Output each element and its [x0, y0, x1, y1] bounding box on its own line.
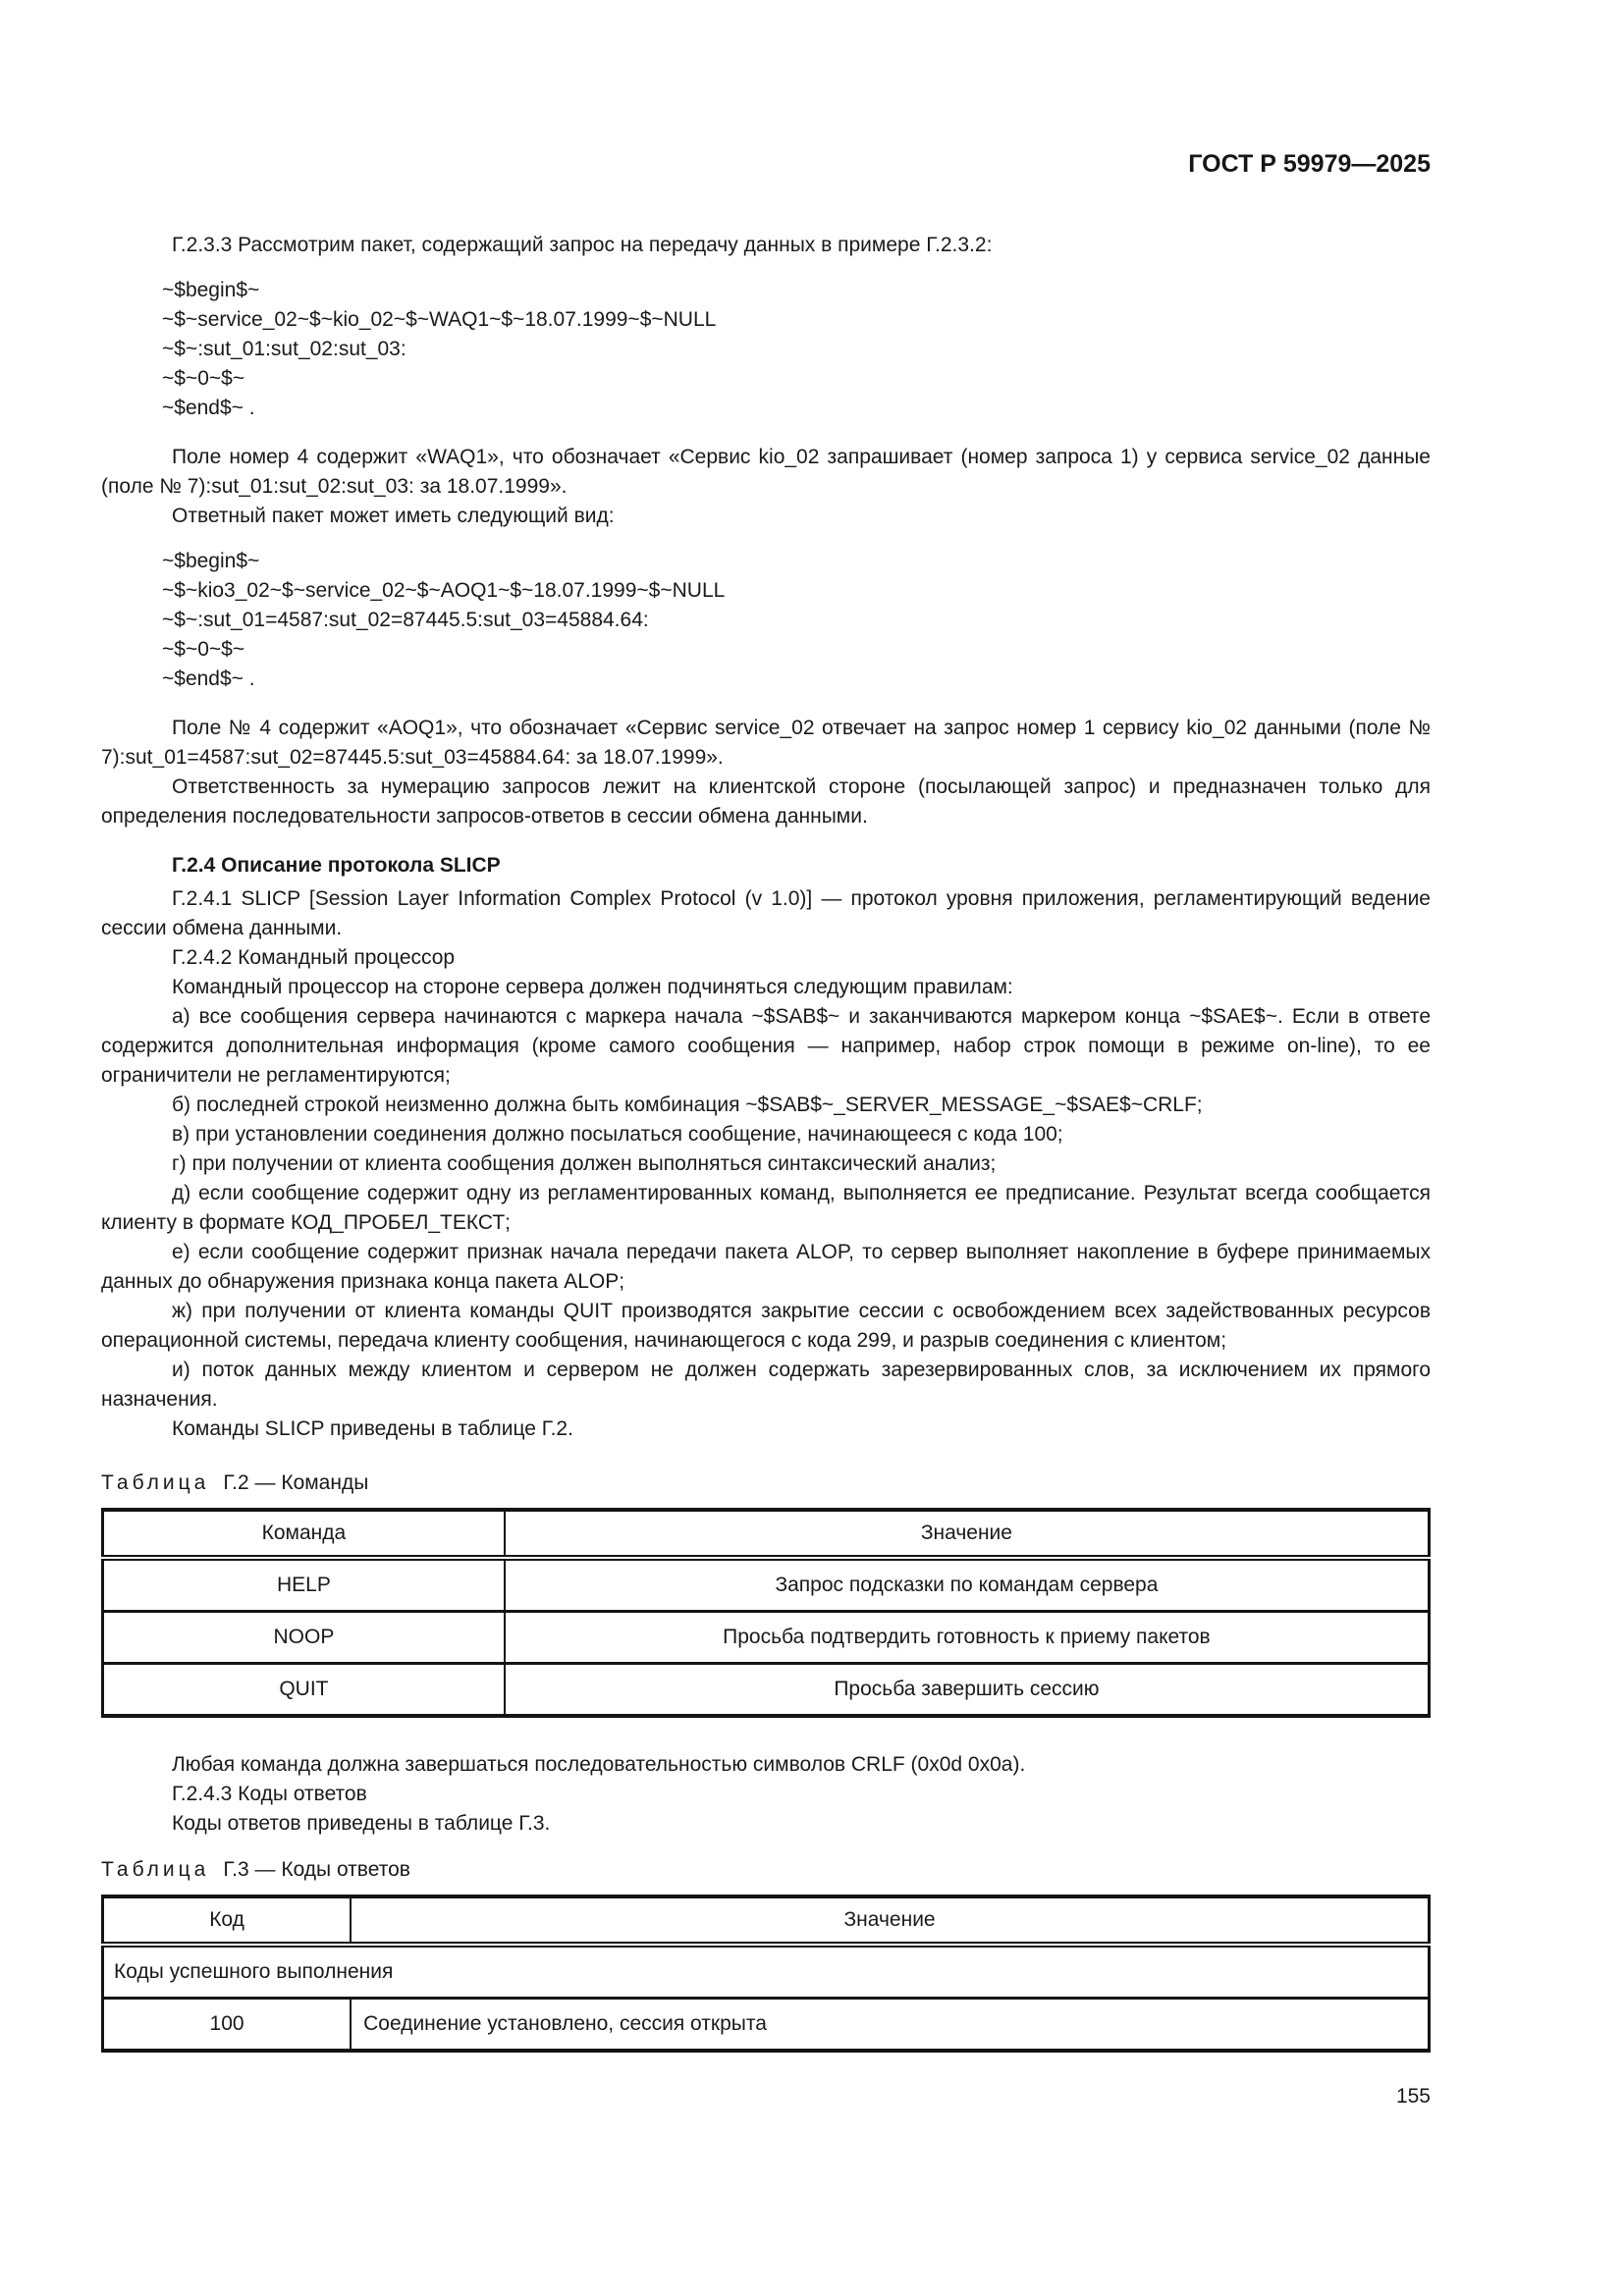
paragraph-commands-ref: Команды SLICP приведены в таблице Г.2.	[172, 1417, 573, 1440]
column-header-code: Код	[103, 1896, 352, 1945]
page-number: 155	[1395, 2085, 1431, 2108]
table-cell-meaning: Просьба подтвердить готовность к приему пакетов	[505, 1612, 1430, 1664]
doc-number: ГОСТ Р 59979—2025	[1188, 150, 1431, 178]
table-row	[103, 1558, 1430, 1612]
table-header-row	[103, 1510, 1430, 1558]
table-caption-text: Г.3 — Коды ответов	[223, 1858, 410, 1881]
table-header-row	[103, 1896, 1430, 1945]
paragraph-codes-ref: Коды ответов приведены в таблице Г.3.	[172, 1812, 551, 1835]
list-item-rule-e: е) если сообщение содержит признак начала передачи пакета ALOP, то сервер выполняет накопление в буфере принимаемых данных до обнаружения признака конца пакета ALOP;	[101, 1241, 1431, 1293]
table-row	[103, 1612, 1430, 1664]
table-cell-meaning: Просьба завершить сессию	[505, 1664, 1430, 1717]
table-g2-commands	[101, 1508, 1431, 1718]
table-cell-command: HELP	[103, 1558, 505, 1612]
code-line: ~$~kio3_02~$~service_02~$~AOQ1~$~18.07.1999~$~NULL	[162, 579, 726, 602]
list-item-rule-i: и) поток данных между клиентом и сервером не должен содержать зарезервированных слов, за исключением их прямого назначения.	[101, 1359, 1431, 1411]
table-g3-response-codes	[101, 1895, 1431, 2053]
list-item-rule-v: в) при установлении соединения должно посылаться сообщение, начинающееся с кода 100;	[172, 1123, 1063, 1146]
table-cell-command: NOOP	[103, 1612, 505, 1664]
code-line: ~$~:sut_01:sut_02:sut_03:	[162, 338, 406, 360]
code-line: ~$end$~ .	[162, 397, 255, 419]
table-cell-meaning: Соединение установлено, сессия открыта	[351, 1999, 1429, 2052]
table-caption-g2	[101, 1468, 1431, 1498]
table-caption-word: Таблица	[101, 1471, 210, 1494]
paragraph-g243: Г.2.4.3 Коды ответов	[172, 1783, 367, 1805]
page-body	[101, 231, 1431, 2111]
paragraph-command-processor: Командный процессор на стороне сервера должен подчиняться следующим правилам:	[172, 976, 1013, 998]
list-item-rule-b: б) последней строкой неизменно должна быть комбинация ~$SAB$~_SERVER_MESSAGE_~$SAE$~CRLF;	[172, 1094, 1203, 1116]
table-cell-command: QUIT	[103, 1664, 505, 1717]
table-caption-g3	[101, 1855, 1431, 1885]
table-cell-code: 100	[103, 1999, 352, 2052]
code-line: ~$end$~ .	[162, 667, 255, 690]
column-header-meaning: Значение	[505, 1510, 1430, 1558]
code-line: ~$~0~$~	[162, 367, 245, 390]
table-row	[103, 1664, 1430, 1717]
code-line: ~$begin$~	[162, 550, 260, 572]
paragraph-response-intro: Ответный пакет может иметь следующий вид:	[172, 505, 615, 527]
column-header-command: Команда	[103, 1510, 505, 1558]
code-line: ~$~service_02~$~kio_02~$~WAQ1~$~18.07.1999~$~NULL	[162, 308, 717, 331]
list-item-rule-d: д) если сообщение содержит одну из регламентированных команд, выполняется ее предписание. Результат всегда сообщается клиенту в формате КОД_ПРОБЕЛ_ТЕКСТ;	[101, 1182, 1431, 1234]
paragraph-responsibility: Ответственность за нумерацию запросов лежит на клиентской стороне (посылающей запрос) и предназначен только для определения последовательности запросов-ответов в сессии обмена данными.	[101, 775, 1431, 828]
code-line: ~$~:sut_01=4587:sut_02=87445.5:sut_03=45884.64:	[162, 609, 649, 631]
list-item-rule-g: г) при получении от клиента сообщения должен выполняться синтаксический анализ;	[172, 1152, 997, 1175]
table-cell-meaning: Запрос подсказки по командам сервера	[505, 1558, 1430, 1612]
code-line: ~$begin$~	[162, 279, 260, 301]
paragraph-crlf: Любая команда должна завершаться последовательностью символов CRLF (0x0d 0x0a).	[172, 1753, 1026, 1776]
table-group-row	[103, 1945, 1430, 1999]
paragraph-g241: Г.2.4.1 SLICP [Session Layer Information Complex Protocol (v 1.0)] — протокол уровня приложения, регламентирующий ведение сессии обмена данными.	[101, 887, 1431, 939]
table-caption-word: Таблица	[101, 1858, 210, 1881]
code-block-response-packet	[162, 547, 1431, 694]
table-caption-text: Г.2 — Команды	[223, 1471, 369, 1494]
paragraph-field4-waq1: Поле номер 4 содержит «WAQ1», что обозначает «Сервис kio_02 запрашивает (номер запроса 1) у сервиса service_02 данные (поле № 7):sut_01:sut_02:sut_03: за 18.07.1999».	[101, 446, 1431, 498]
paragraph-g242: Г.2.4.2 Командный процессор	[172, 946, 456, 969]
paragraph-field4-aoq1: Поле № 4 содержит «AOQ1», что обозначает «Сервис service_02 отвечает на запрос номер 1 сервису kio_02 данными (поле № 7):sut_01=4587:sut_02=87445.5:sut_03=45884.64: за 18.07.1999».	[101, 717, 1431, 769]
table-row	[103, 1999, 1430, 2052]
code-line: ~$~0~$~	[162, 638, 245, 661]
paragraph-g233-intro: Г.2.3.3 Рассмотрим пакет, содержащий запрос на передачу данных в примере Г.2.3.2:	[172, 234, 993, 256]
list-item-rule-zh: ж) при получении от клиента команды QUIT производятся закрытие сессии с освобождением всех задействованных ресурсов операционной системы, передача клиенту сообщения, начинающегося с кода 299, и разрыв соединения с клиентом;	[101, 1300, 1431, 1352]
table-cell-group-title: Коды успешного выполнения	[103, 1945, 1430, 1999]
code-block-request-packet	[162, 276, 1431, 423]
column-header-meaning: Значение	[351, 1896, 1429, 1945]
heading-g24: Г.2.4 Описание протокола SLICP	[172, 854, 501, 877]
list-item-rule-a: а) все сообщения сервера начинаются с маркера начала ~$SAB$~ и заканчиваются маркером конца ~$SAE$~. Если в ответе содержится дополнительная информация (кроме самого сообщения — например, набор строк помощи в режиме on-line), то ее ограничители не регламентируются;	[101, 1005, 1431, 1087]
